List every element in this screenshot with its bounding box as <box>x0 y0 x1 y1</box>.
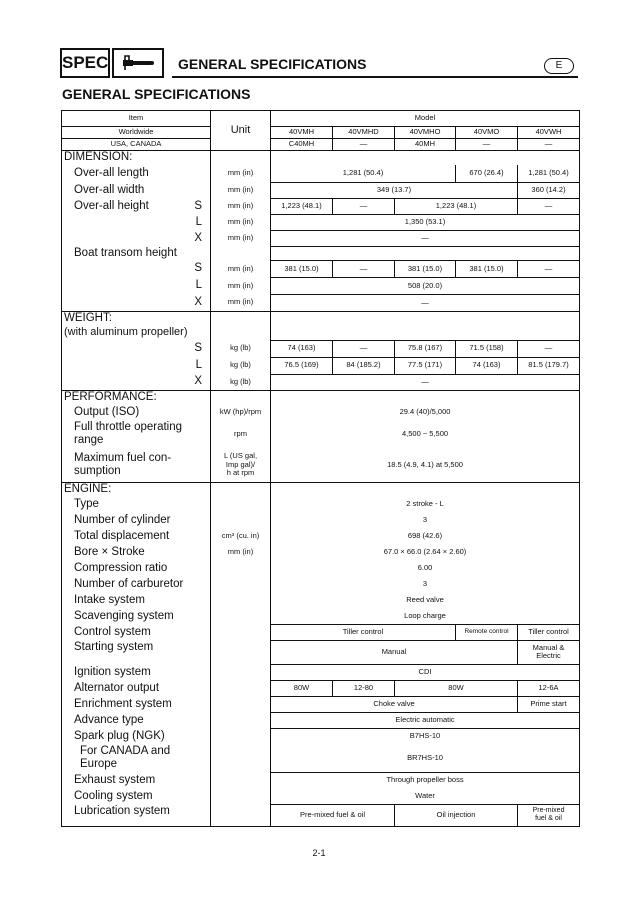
table-header-row <box>62 111 580 127</box>
unit: kW (hp)/rpm <box>211 404 271 420</box>
dimension-label: DIMENSION: <box>62 151 211 165</box>
header-rule <box>172 76 578 78</box>
table-row <box>62 278 580 295</box>
value: 67.0 × 66.0 (2.64 × 2.60) <box>271 544 580 560</box>
overall-width-label: Over-all width <box>62 183 211 199</box>
value: CDI <box>271 664 580 680</box>
table-row <box>62 295 580 312</box>
model-us-5: — <box>518 139 580 151</box>
weight-label: WEIGHT: <box>62 312 211 326</box>
spec-label: SPEC <box>60 48 110 78</box>
table-row <box>62 496 580 512</box>
value: 76.5 (169) <box>271 357 333 374</box>
weight-sub-label: (with aluminum propeller) <box>62 325 211 340</box>
table-row <box>62 374 580 390</box>
unit: kg (lb) <box>211 357 271 374</box>
overall-length-label: Over-all length <box>62 165 211 183</box>
table-row <box>62 420 580 448</box>
value: Reed valve <box>271 592 580 608</box>
value: — <box>333 340 395 357</box>
table-row <box>62 215 580 231</box>
value: 2 stroke - L <box>271 496 580 512</box>
unit: L (US gal, Imp gal)/ h at rpm <box>211 448 271 482</box>
table-row <box>62 482 580 496</box>
table-row <box>62 199 580 215</box>
fuel-label: Maximum fuel con- sumption <box>62 448 211 482</box>
model-3: 40VMHO <box>395 127 456 139</box>
table-row <box>62 165 580 183</box>
cooling-label: Cooling system <box>62 788 211 804</box>
value: 1,281 (50.4) <box>518 165 580 183</box>
table-row <box>62 608 580 624</box>
lubrication-label: Lubrication system <box>62 804 211 826</box>
table-row <box>62 544 580 560</box>
value: Manual & Electric <box>518 640 580 664</box>
value: BR7HS-10 <box>271 744 580 772</box>
value: 6.00 <box>271 560 580 576</box>
compression-label: Compression ratio <box>62 560 211 576</box>
value: Pre-mixed fuel & oil <box>271 804 395 826</box>
value: — <box>518 261 580 278</box>
spec-table <box>61 110 580 827</box>
value: 29.4 (40)/5,000 <box>271 404 580 420</box>
transom-s-label: S <box>62 261 211 278</box>
table-row <box>62 728 580 744</box>
table-row <box>62 357 580 374</box>
value: Tiller control <box>518 624 580 640</box>
table-row <box>62 340 580 357</box>
displacement-label: Total displacement <box>62 528 211 544</box>
value: Oil injection <box>395 804 518 826</box>
value: 698 (42.6) <box>271 528 580 544</box>
page-number: 2-1 <box>312 848 326 858</box>
value: 508 (20.0) <box>271 278 580 295</box>
table-row <box>62 231 580 247</box>
header-title: GENERAL SPECIFICATIONS <box>178 56 367 72</box>
table-row <box>62 772 580 788</box>
table-row <box>62 528 580 544</box>
value: 3 <box>271 576 580 592</box>
model-us-3: 40MH <box>395 139 456 151</box>
weight-l-label: L <box>62 357 211 374</box>
weight-s-label: S <box>62 340 211 357</box>
value: Through propeller boss <box>271 772 580 788</box>
value: 1,281 (50.4) <box>271 165 456 183</box>
value: — <box>518 340 580 357</box>
overall-height-label: Over-all height S <box>62 199 211 215</box>
page-header <box>60 44 578 84</box>
unit: kg (lb) <box>211 340 271 357</box>
value: Tiller control <box>271 624 456 640</box>
col-model: Model <box>271 111 580 127</box>
value: — <box>518 199 580 215</box>
weight-x-label: X <box>62 374 211 390</box>
intake-label: Intake system <box>62 592 211 608</box>
value: 84 (185.2) <box>333 357 395 374</box>
unit: mm (in) <box>211 261 271 278</box>
value: — <box>271 295 580 312</box>
exhaust-label: Exhaust system <box>62 772 211 788</box>
unit: mm (in) <box>211 544 271 560</box>
table-row <box>62 788 580 804</box>
value: 1,223 (48.1) <box>271 199 333 215</box>
model-4: 40VMO <box>456 127 518 139</box>
output-label: Output (ISO) <box>62 404 211 420</box>
scavenging-label: Scavenging system <box>62 608 211 624</box>
col-item: Item <box>62 111 211 127</box>
wot-label: Full throttle operating range <box>62 420 211 448</box>
value: 77.5 (171) <box>395 357 456 374</box>
table-row <box>62 680 580 696</box>
table-row <box>62 804 580 826</box>
value: Prime start <box>518 696 580 712</box>
table-row <box>62 664 580 680</box>
value: — <box>271 374 580 390</box>
model-us-1: C40MH <box>271 139 333 151</box>
table-row <box>62 325 580 340</box>
height-x-label: X <box>62 231 211 247</box>
unit: rpm <box>211 420 271 448</box>
value: — <box>333 199 395 215</box>
model-us-4: — <box>456 139 518 151</box>
model-1: 40VMH <box>271 127 333 139</box>
value: Manual <box>271 640 518 664</box>
value: Water <box>271 788 580 804</box>
table-row <box>62 744 580 772</box>
table-row <box>62 404 580 420</box>
table-row <box>62 576 580 592</box>
unit: cm³ (cu. in) <box>211 528 271 544</box>
region-usa: USA, CANADA <box>62 139 211 151</box>
value: 670 (26.4) <box>456 165 518 183</box>
value: 74 (163) <box>271 340 333 357</box>
model-us-2: — <box>333 139 395 151</box>
value: Choke valve <box>271 696 518 712</box>
table-row <box>62 448 580 482</box>
advance-label: Advance type <box>62 712 211 728</box>
value: 80W <box>395 680 518 696</box>
value: 381 (15.0) <box>395 261 456 278</box>
value: 360 (14.2) <box>518 183 580 199</box>
table-row <box>62 139 580 151</box>
table-row <box>62 592 580 608</box>
value: B7HS-10 <box>271 728 580 744</box>
value: 71.5 (158) <box>456 340 518 357</box>
value: 18.5 (4.9, 4.1) at 5,500 <box>271 448 580 482</box>
alternator-label: Alternator output <box>62 680 211 696</box>
value: — <box>333 261 395 278</box>
value: Electric automatic <box>271 712 580 728</box>
value: 12-80 <box>333 680 395 696</box>
table-row <box>62 151 580 165</box>
value: Remote control <box>456 624 518 640</box>
table-row <box>62 390 580 404</box>
value: 1,223 (48.1) <box>395 199 518 215</box>
enrichment-label: Enrichment system <box>62 696 211 712</box>
ignition-label: Ignition system <box>62 664 211 680</box>
table-row <box>62 712 580 728</box>
table-row <box>62 261 580 278</box>
value: — <box>271 231 580 247</box>
value: 74 (163) <box>456 357 518 374</box>
value: 81.5 (179.7) <box>518 357 580 374</box>
language-badge: E <box>544 58 574 74</box>
value: Loop charge <box>271 608 580 624</box>
caliper-icon <box>112 48 164 78</box>
col-unit: Unit <box>211 111 271 151</box>
value: 4,500 ~ 5,500 <box>271 420 580 448</box>
value: 349 (13.7) <box>271 183 518 199</box>
cylinder-label: Number of cylinder <box>62 512 211 528</box>
value: 80W <box>271 680 333 696</box>
value: 12-6A <box>518 680 580 696</box>
control-label: Control system <box>62 624 211 640</box>
value: 381 (15.0) <box>456 261 518 278</box>
table-row <box>62 640 580 664</box>
performance-label: PERFORMANCE: <box>62 390 211 404</box>
table-row <box>62 560 580 576</box>
spark-plug-canada-label: For CANADA and Europe <box>62 744 211 772</box>
bore-label: Bore × Stroke <box>62 544 211 560</box>
unit: mm (in) <box>211 295 271 312</box>
section-title: GENERAL SPECIFICATIONS <box>62 86 251 102</box>
model-2: 40VMHD <box>333 127 395 139</box>
unit: mm (in) <box>211 231 271 247</box>
unit: mm (in) <box>211 278 271 295</box>
table-row <box>62 624 580 640</box>
type-label: Type <box>62 496 211 512</box>
unit: mm (in) <box>211 199 271 215</box>
unit: mm (in) <box>211 165 271 183</box>
table-row <box>62 183 580 199</box>
value: 1,350 (53.1) <box>271 215 580 231</box>
unit: mm (in) <box>211 215 271 231</box>
value: 3 <box>271 512 580 528</box>
value: Pre-mixed fuel & oil <box>518 804 580 826</box>
height-l-label: L <box>62 215 211 231</box>
spark-plug-label: Spark plug (NGK) <box>62 728 211 744</box>
table-row <box>62 512 580 528</box>
transom-l-label: L <box>62 278 211 295</box>
value: 381 (15.0) <box>271 261 333 278</box>
transom-x-label: X <box>62 295 211 312</box>
starting-label: Starting system <box>62 640 211 664</box>
unit: kg (lb) <box>211 374 271 390</box>
table-row <box>62 127 580 139</box>
carburetor-label: Number of carburetor <box>62 576 211 592</box>
engine-label: ENGINE: <box>62 482 211 496</box>
table-row <box>62 247 580 261</box>
value: 75.8 (167) <box>395 340 456 357</box>
table-row <box>62 696 580 712</box>
model-5: 40VWH <box>518 127 580 139</box>
table-row <box>62 312 580 326</box>
transom-label: Boat transom height <box>62 247 211 261</box>
unit: mm (in) <box>211 183 271 199</box>
region-worldwide: Worldwide <box>62 127 211 139</box>
